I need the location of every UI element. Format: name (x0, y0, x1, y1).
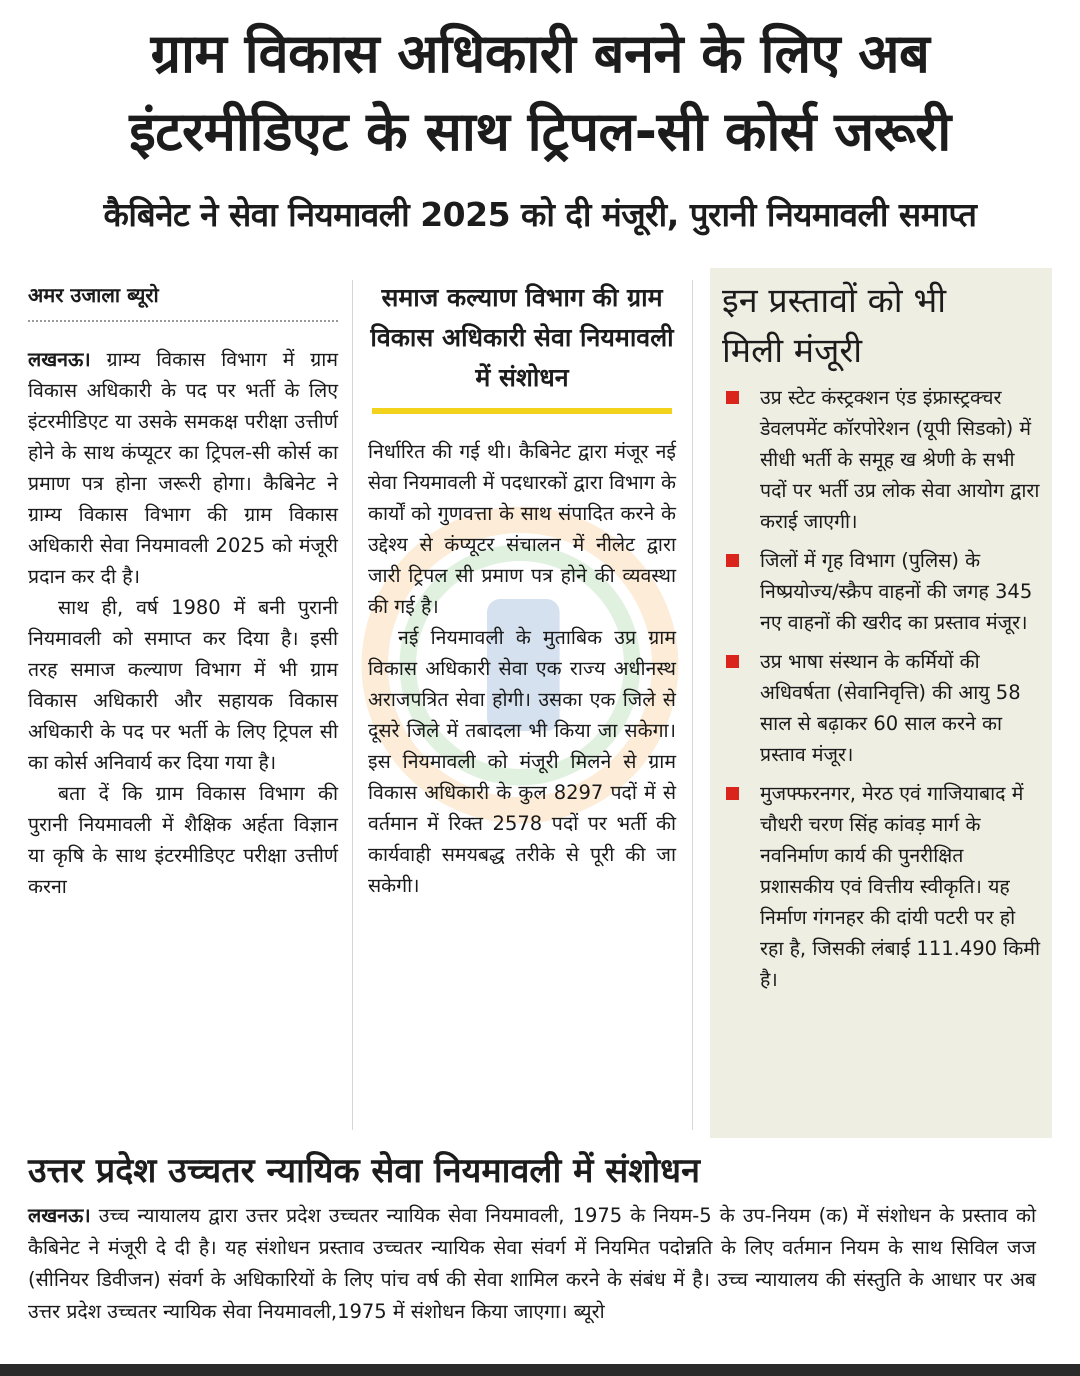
list-item (722, 545, 1040, 638)
paragraph-text: ग्राम्य विकास विभाग में ग्राम विकास अधिकारी के पद पर भर्ती के लिए इंटरमीडिएट या उसके समकक्ष परीक्षा उत्तीर्ण होने के साथ कंप्यूटर का ट्रिपल-सी कोर्स का प्रमाण पत्र होना जरूरी होगा। कैबिनेट ने ग्राम्य विकास विभाग की ग्राम विकास अधिकारी सेवा नियमावली 2025 को मंजूरी प्रदान कर दी है। (28, 348, 338, 588)
column-divider (352, 280, 353, 1130)
dateline: लखनऊ। (28, 1204, 91, 1227)
paragraph: बता दें कि ग्राम विकास विभाग की पुरानी नियमावली में शैक्षिक अर्हता विज्ञान या कृषि के साथ इंटरमीडिएट परीक्षा उत्तीर्ण करना (28, 782, 338, 898)
article-column-1 (28, 278, 338, 902)
dateline: लखनऊ। (28, 348, 91, 371)
section-heading: उत्तर प्रदेश उच्चतर न्यायिक सेवा नियमावली में संशोधन (28, 1151, 700, 1191)
square-bullet-icon (726, 787, 739, 800)
headline-line-1: ग्राम विकास अधिकारी बनने के लिए अब (150, 22, 930, 85)
list-item (722, 778, 1040, 995)
bottom-rule (0, 1364, 1080, 1376)
paragraph-text: उच्च न्यायालय द्वारा उत्तर प्रदेश उच्चतर न्यायिक सेवा नियमावली, 1975 के नियम-5 के उप-नियम (क) में संशोधन के प्रस्ताव को कैबिनेट ने मंजूरी दे दी है। यह संशोधन प्रस्ताव उच्चतर न्यायिक सेवा संवर्ग में नियमित पदोन्नति के लिए वर्तमान नियम के साथ सिविल जज (सीनियर डिवीजन) संवर्ग के अधिकारियों के लिए पांच वर्ष की सेवा शामिल करने के संबंध में है। उच्च न्यायालय की संस्तुति के आधार पर अब उत्तर प्रदेश उच्चतर न्यायिक सेवा नियमावली,1975 में संशोधन किया जाएगा। ब्यूरो (28, 1204, 1036, 1323)
list-item-text: उप्र भाषा संस्थान के कर्मियों की अधिवर्षता (सेवानिवृत्ति) की आयु 58 साल से बढ़ाकर 60 साल करने का प्रस्ताव मंजूर। (760, 650, 1021, 766)
paragraph (28, 344, 338, 592)
paragraph: साथ ही, वर्ष 1980 में बनी पुरानी नियमावली को समाप्त कर दिया है। इसी तरह समाज कल्याण विभाग में भी ग्राम विकास अधिकारी और सहायक विकास अधिकारी के पद पर भर्ती के लिए ट्रिपल सी का कोर्स अनिवार्य कर दिया गया है। (28, 596, 338, 774)
article-column-2 (368, 278, 676, 901)
headline-line-2: इंटरमीडिएट के साथ ट्रिपल-सी कोर्स जरूरी (129, 100, 951, 163)
subhead-underline (372, 408, 672, 414)
list-item-text: जिलों में गृह विभाग (पुलिस) के निष्प्रयोज्य/स्क्रैप वाहनों की जगह 345 नए वाहनों की खरीद का प्रस्ताव मंजूर। (760, 549, 1033, 634)
square-bullet-icon (726, 655, 739, 668)
list-item-text: मुजफ्फरनगर, मेरठ एवं गाजियाबाद में चौधरी चरण सिंह कांवड़ मार्ग के नवनिर्माण कार्य की पुनरीक्षित प्रशासकीय एवं वित्तीय स्वीकृति। यह निर्माण गंगनहर की दांयी पटरी पर हो रहा है, जिसकी लंबाई 111.490 किमी है। (760, 782, 1041, 991)
list-item (722, 646, 1040, 770)
list-item (722, 382, 1040, 537)
sidebox (710, 268, 1052, 1138)
sidebox-heading (710, 268, 1052, 382)
square-bullet-icon (726, 391, 739, 404)
section-subhead: समाज कल्याण विभाग की ग्राम विकास अधिकारी सेवा नियमावली में संशोधन (370, 283, 674, 392)
square-bullet-icon (726, 554, 739, 567)
sidebox-heading-line-2: मिली मंजूरी (722, 331, 863, 371)
paragraph: निर्धारित की गई थी। कैबिनेट द्वारा मंजूर नई सेवा नियमावली में पदधारकों द्वारा विभाग के कार्यों को गुणवत्ता के साथ संपादित करने के उद्देश्य से कंप्यूटर संचालन में नीलेट द्वारा जारी ट्रिपल सी प्रमाण पत्र होने की व्यवस्था की गई है। (368, 440, 676, 618)
bottom-paragraph (28, 1200, 1036, 1328)
subheadline: कैबिनेट ने सेवा नियमावली 2025 को दी मंजूरी, पुरानी नियमावली समाप्त (103, 195, 977, 234)
paragraph: नई नियमावली के मुताबिक उप्र ग्राम विकास अधिकारी सेवा एक राज्य अधीनस्थ अराजपत्रित सेवा होगी। उसका एक जिले से दूसरे जिले में तबादला भी किया जा सकेगा। इस नियमावली को मंजूरी मिलने से ग्राम विकास अधिकारी के कुल 8297 पदों में से वर्तमान में रिक्त 2578 पदों पर भर्ती की कार्यवाही समयबद्ध तरीके से पूरी की जा सकेगी। (368, 626, 676, 897)
sidebox-list (710, 382, 1052, 995)
byline: अमर उजाला ब्यूरो (28, 278, 338, 322)
sidebox-heading-line-1: इन प्रस्तावों को भी (722, 281, 947, 321)
list-item-text: उप्र स्टेट कंस्ट्रक्शन एंड इंफ्रास्ट्रक्चर डेवलपमेंट कॉरपोरेशन (यूपी सिडको) में सीधी भर्ती के समूह ख श्रेणी के सभी पदों पर भर्ती उप्र लोक सेवा आयोग द्वारा कराई जाएगी। (760, 386, 1040, 533)
column-divider (692, 280, 693, 1130)
